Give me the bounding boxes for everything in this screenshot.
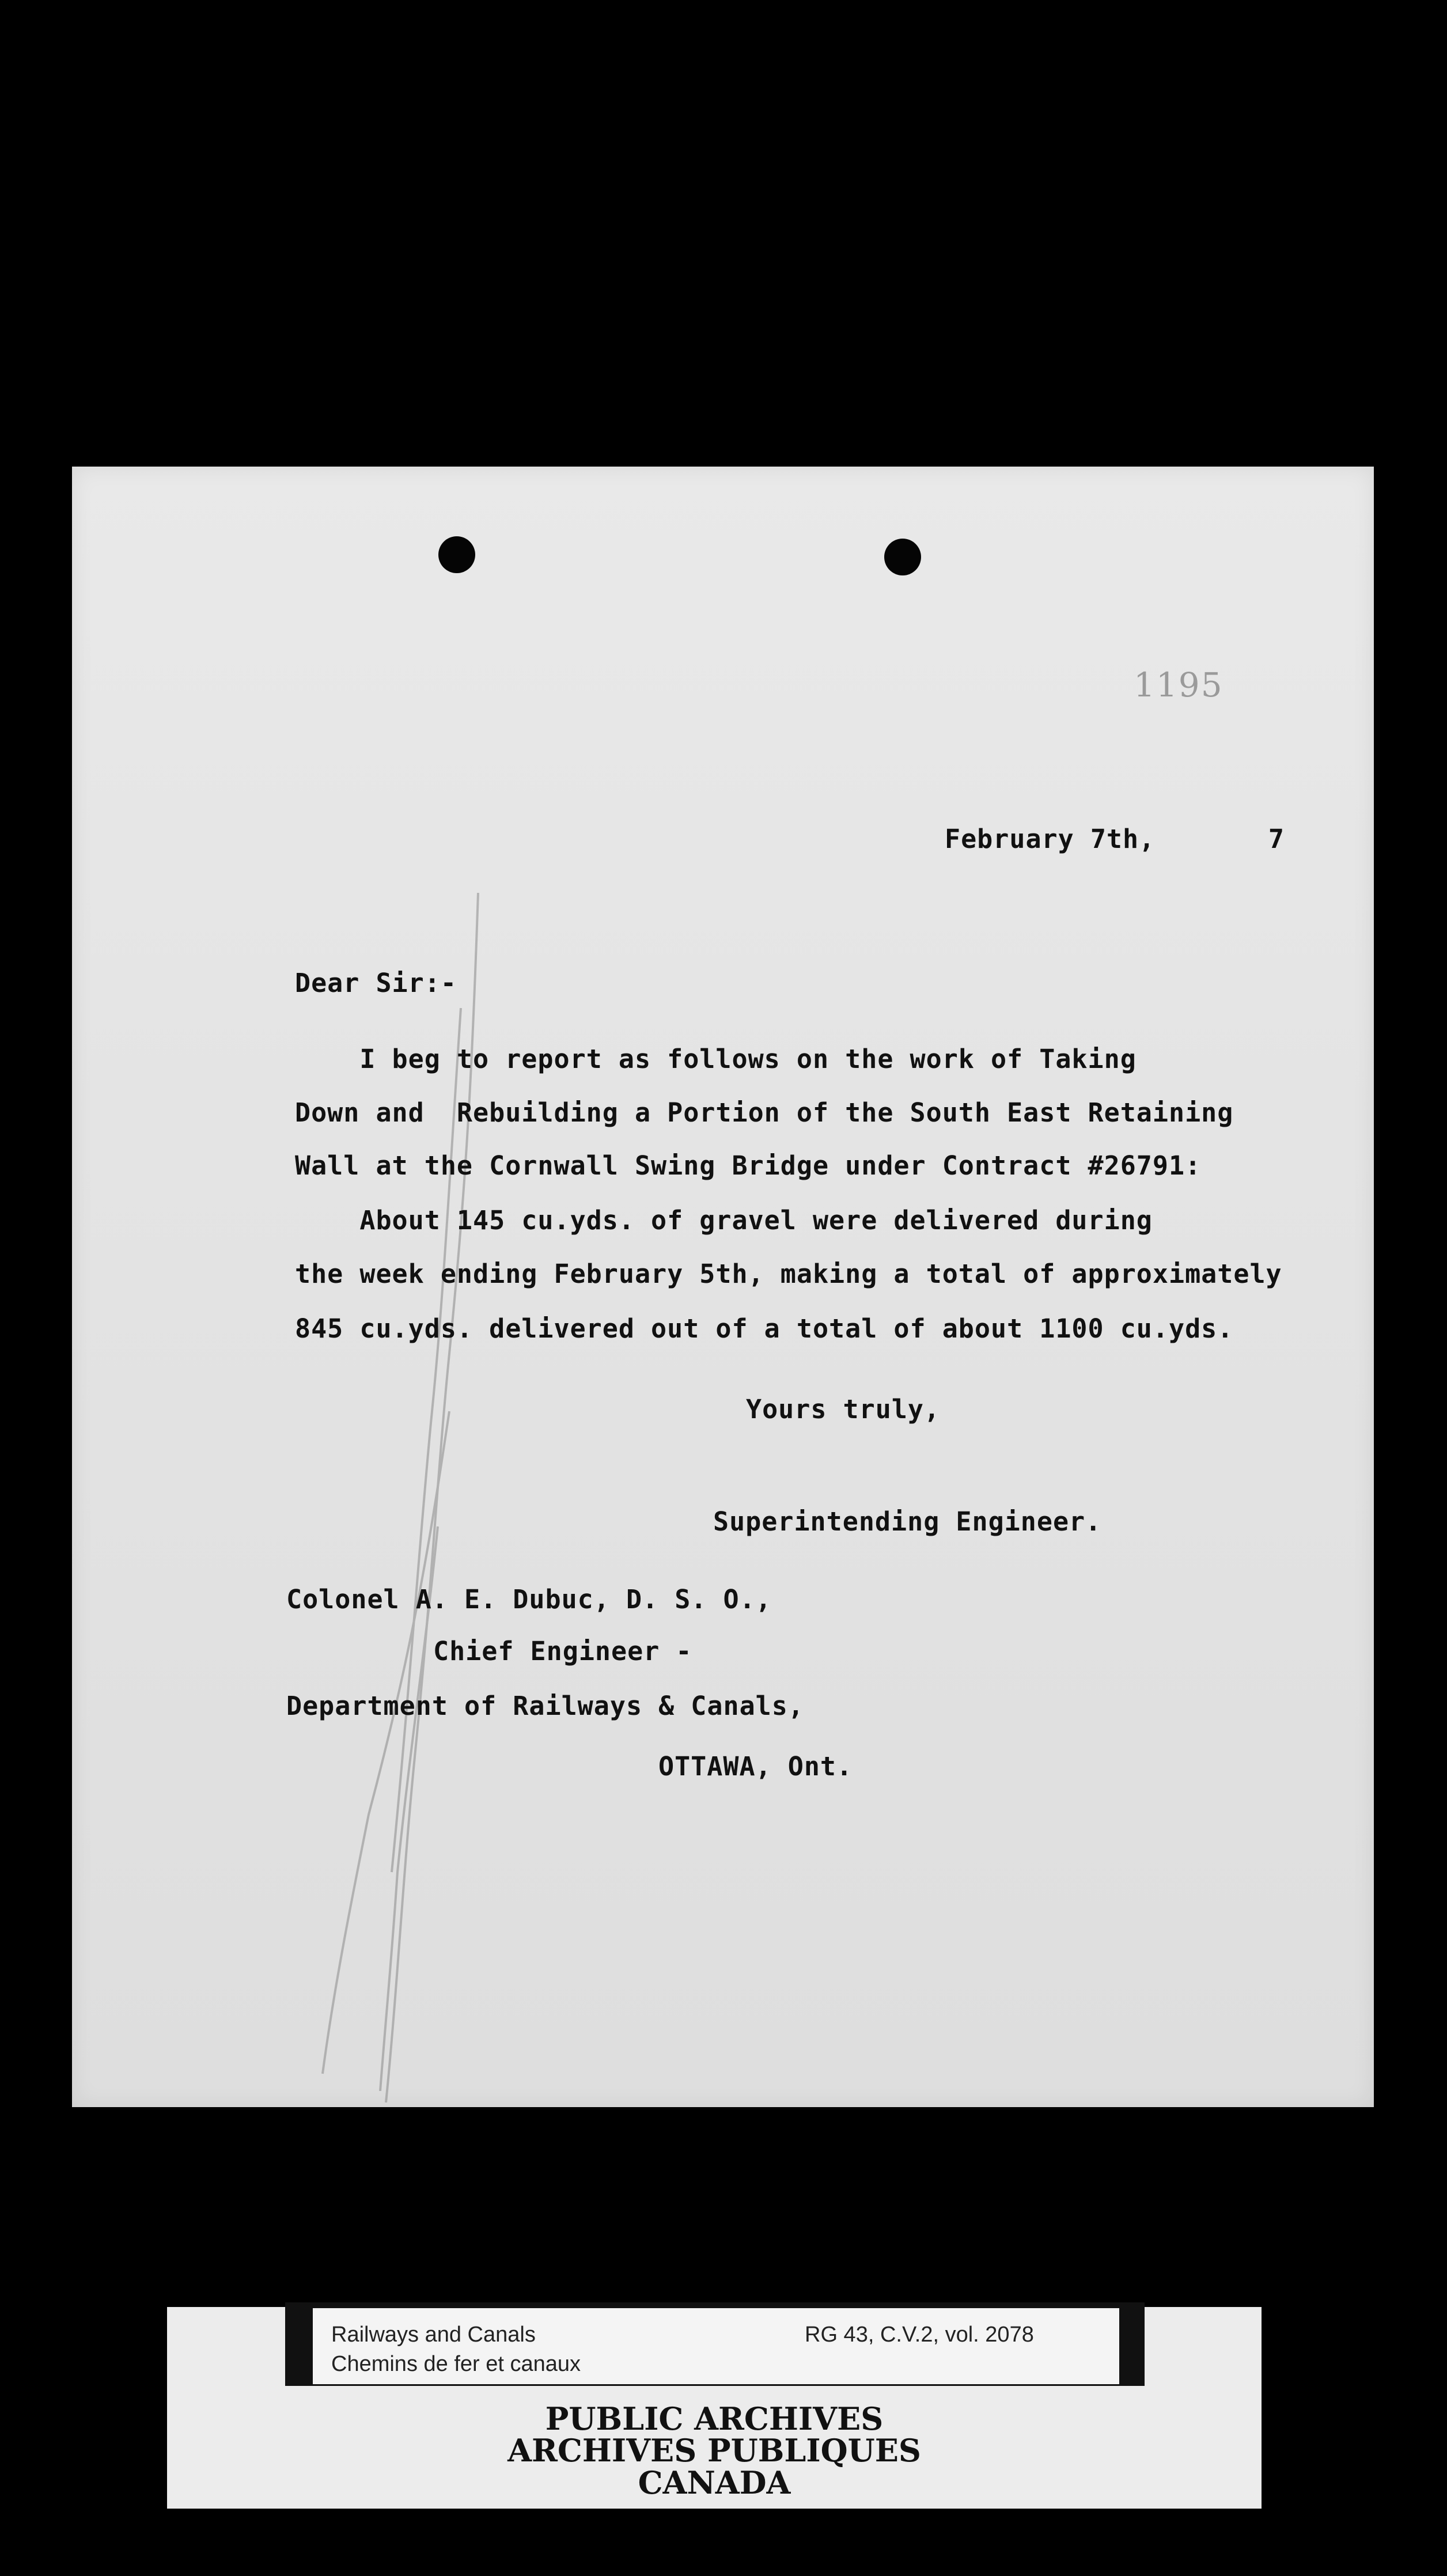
date-line: February 7th, 7: [945, 824, 1285, 854]
addressee-department: Department of Railways & Canals,: [286, 1691, 804, 1721]
public-archives-stamp-line-3: CANADA: [638, 2464, 791, 2501]
archive-label-english: Railways and Canals: [331, 2323, 536, 2347]
paragraph-2-line-1: About 145 cu.yds. of gravel were delivered during: [295, 1205, 1153, 1236]
paragraph-1-line-2: Down and Rebuilding a Portion of the South East Retaining: [295, 1097, 1234, 1128]
addressee-title: Chief Engineer -: [433, 1636, 692, 1666]
punch-hole-left: [438, 536, 475, 573]
public-archives-stamp-line-1: PUBLIC ARCHIVES: [545, 2400, 884, 2437]
paragraph-1-line-1: I beg to report as follows on the work of Taking: [295, 1044, 1137, 1074]
signature-title: Superintending Engineer.: [713, 1506, 1102, 1537]
archive-label-french: Chemins de fer et canaux: [331, 2352, 581, 2376]
closing: Yours truly,: [746, 1394, 941, 1425]
archive-number: 1195: [1134, 665, 1223, 704]
addressee-city: OTTAWA, Ont.: [658, 1751, 853, 1782]
paragraph-2-line-3: 845 cu.yds. delivered out of a total of about 1100 cu.yds.: [295, 1313, 1234, 1344]
punch-hole-right: [884, 539, 921, 575]
paper-crease-marks: [300, 893, 541, 2103]
public-archives-stamp-line-2: ARCHIVES PUBLIQUES: [507, 2432, 921, 2469]
addressee-name: Colonel A. E. Dubuc, D. S. O.,: [286, 1584, 772, 1615]
archive-reference: RG 43, C.V.2, vol. 2078: [805, 2323, 1034, 2347]
paragraph-1-line-3: Wall at the Cornwall Swing Bridge under Contract #26791:: [295, 1150, 1202, 1181]
salutation: Dear Sir:-: [295, 968, 457, 998]
paragraph-2-line-2: the week ending February 5th, making a total of approximately: [295, 1259, 1282, 1289]
